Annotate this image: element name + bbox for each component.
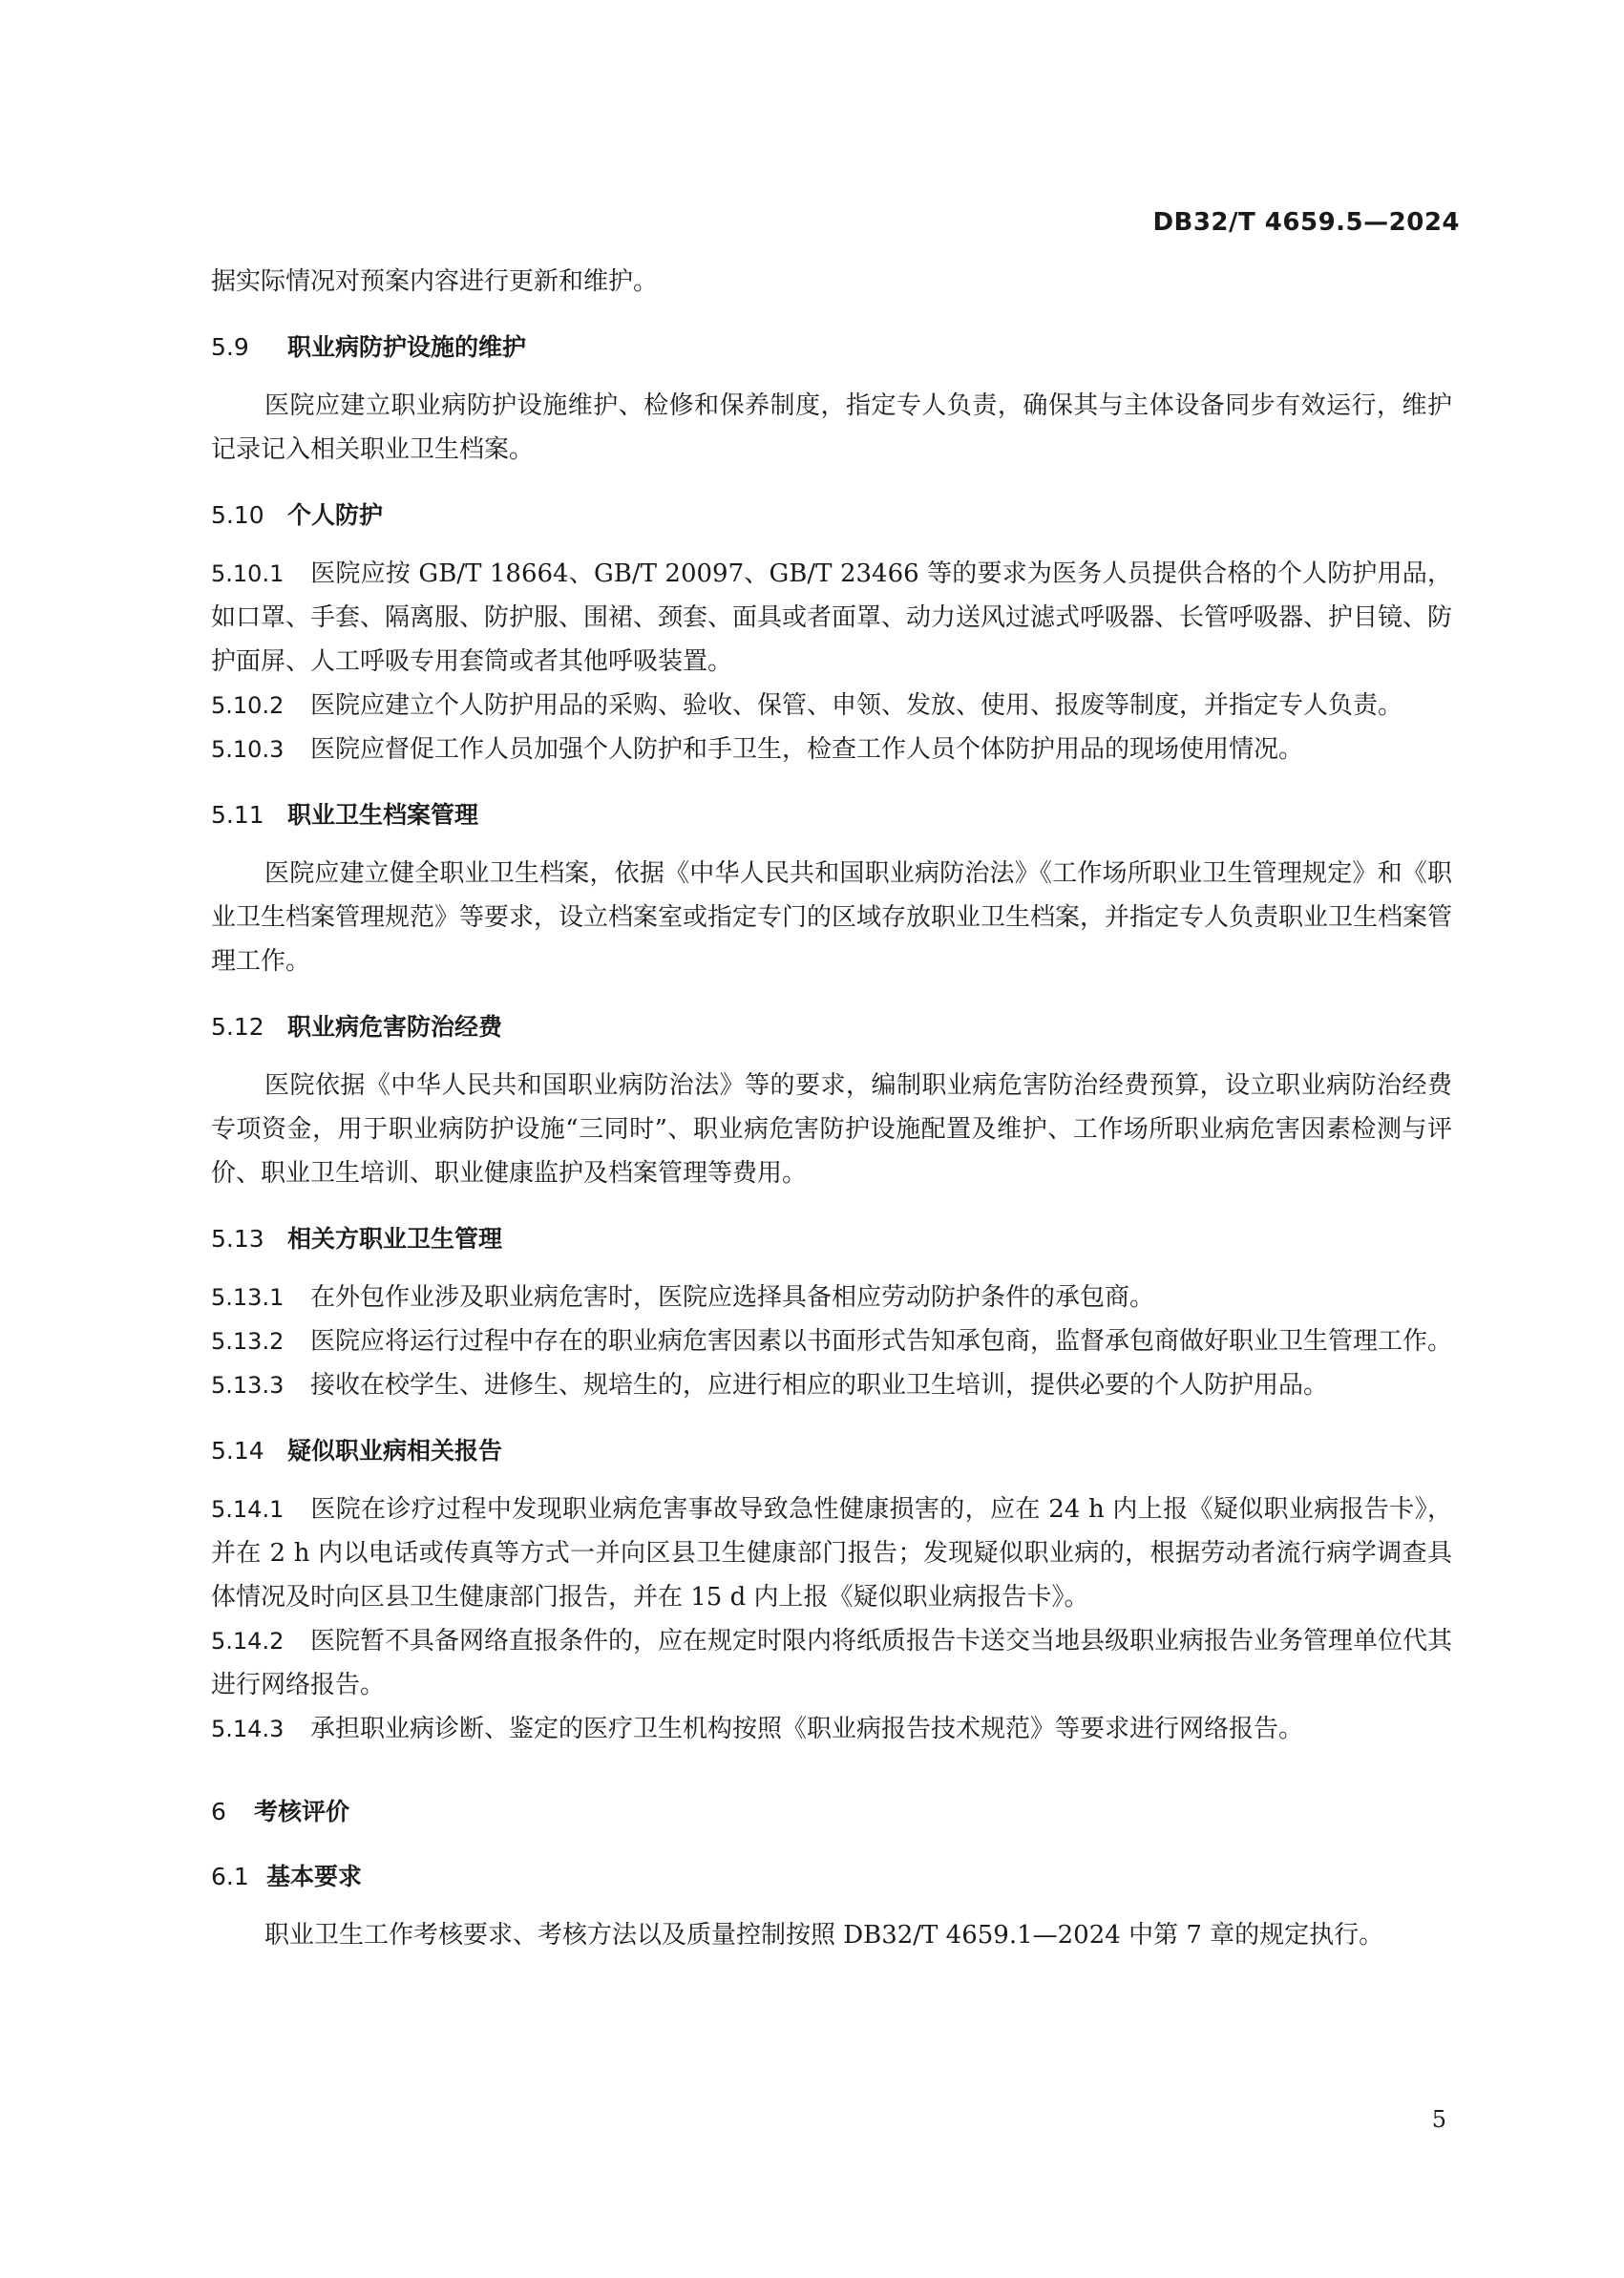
clause-text: 医院应将运行过程中存在的职业病危害因素以书面形式告知承包商，监督承包商做好职业卫生管理工作。 (310, 1327, 1453, 1356)
clause (211, 1487, 1452, 1619)
clause (211, 1319, 1452, 1363)
section-heading (211, 1006, 1452, 1048)
heading-title: 个人防护 (287, 501, 384, 529)
section-heading (211, 794, 1452, 836)
clause-text: 医院暂不具备网络直报条件的，应在规定时限内将纸质报告卡送交当地县级职业病报告业务管理单位代其进行网络报告。 (211, 1627, 1453, 1699)
clause-text: 承担职业病诊断、鉴定的医疗卫生机构按照《职业病报告技术规范》等要求进行网络报告。 (310, 1715, 1304, 1743)
heading-title: 疑似职业病相关报告 (287, 1437, 503, 1465)
clause-text: 在外包作业涉及职业病危害时，医院应选择具备相应劳动防护条件的承包商。 (310, 1283, 1155, 1312)
clause-number: 5.14.2 (211, 1628, 285, 1655)
heading-number: 6.1 (211, 1863, 249, 1890)
body-paragraph: 医院应建立职业病防护设施维护、检修和保养制度，指定专人负责，确保其与主体设备同步有效运行，维护记录记入相关职业卫生档案。 (211, 391, 1452, 464)
clause (211, 684, 1452, 728)
clause-number: 5.13.1 (211, 1284, 285, 1311)
section-heading (211, 327, 1452, 369)
body-paragraph: 医院依据《中华人民共和国职业病防治法》等的要求，编制职业病危害防治经费预算，设立职业病防治经费专项资金，用于职业病防护设施“三同时”、职业病危害防护设施配置及维护、工作场所职业病危害因素检测与评价、职业卫生培训、职业健康监护及档案管理等费用。 (211, 1071, 1452, 1188)
heading-title: 考核评价 (254, 1798, 350, 1825)
heading-title: 职业病防护设施的维护 (287, 333, 527, 361)
section-heading (211, 495, 1452, 537)
body-paragraph: 据实际情况对预案内容进行更新和维护。 (211, 267, 659, 296)
heading-number: 5.14 (211, 1437, 264, 1465)
clause-number: 5.10.3 (211, 736, 285, 763)
clause-text: 医院应按 GB/T 18664、GB/T 20097、GB/T 23466 等的要求为医务人员提供合格的个人防护用品，如口罩、手套、隔离服、防护服、围裙、颈套、面具或者面罩、动力送风过滤式呼吸器、长管呼吸器、护目镜、防护面屏、人工呼吸专用套筒或者其他呼吸装置。 (211, 559, 1453, 676)
heading-number: 5.11 (211, 801, 264, 829)
clause-number: 5.10.2 (211, 692, 285, 719)
chapter-heading (211, 1791, 1452, 1833)
page-number: 5 (1431, 2106, 1446, 2133)
clause-text: 接收在校学生、进修生、规培生的，应进行相应的职业卫生培训，提供必要的个人防护用品。 (310, 1371, 1329, 1400)
clause-number: 5.14.3 (211, 1716, 285, 1742)
standard-code: DB32/T 4659.5—2024 (1152, 208, 1460, 237)
heading-title: 职业病危害防治经费 (287, 1013, 503, 1041)
clause-number: 5.13.3 (211, 1372, 285, 1399)
heading-number: 5.10 (211, 501, 264, 529)
heading-number: 5.13 (211, 1225, 264, 1253)
clause-text: 医院应建立个人防护用品的采购、验收、保管、申领、发放、使用、报废等制度，并指定专人负责。 (310, 691, 1403, 720)
heading-number: 5.12 (211, 1013, 264, 1041)
heading-title: 职业卫生档案管理 (287, 801, 479, 829)
clause-number: 5.13.2 (211, 1328, 285, 1355)
section-heading (211, 1856, 1452, 1898)
heading-title: 基本要求 (266, 1863, 363, 1890)
heading-number: 5.9 (211, 333, 249, 361)
clause (211, 1363, 1452, 1407)
section-heading (211, 1430, 1452, 1472)
clause (211, 1707, 1452, 1751)
clause-text: 医院在诊疗过程中发现职业病危害事故导致急性健康损害的，应在 24 h 内上报《疑似职业病报告卡》，并在 2 h 内以电话或传真等方式一并向区县卫生健康部门报告；发现疑似职业病的，根据劳动者流行病学调查具体情况及时向区县卫生健康部门报告，并在 15 d 内上报《疑似职业病报告卡》。 (211, 1495, 1452, 1612)
section-heading (211, 1218, 1452, 1260)
document-body (211, 260, 1452, 1967)
clause (211, 552, 1452, 684)
body-paragraph: 医院应建立健全职业卫生档案，依据《中华人民共和国职业病防治法》《工作场所职业卫生管理规定》和《职业卫生档案管理规范》等要求，设立档案室或指定专门的区域存放职业卫生档案，并指定专人负责职业卫生档案管理工作。 (211, 859, 1453, 976)
clause-text: 医院应督促工作人员加强个人防护和手卫生，检查工作人员个体防护用品的现场使用情况。 (310, 735, 1304, 764)
clause-number: 5.10.1 (211, 560, 285, 587)
clause-number: 5.14.1 (211, 1496, 285, 1523)
heading-number: 6 (211, 1798, 226, 1825)
body-paragraph: 职业卫生工作考核要求、考核方法以及质量控制按照 DB32/T 4659.1—2024 中第 7 章的规定执行。 (264, 1921, 1384, 1950)
clause (211, 1619, 1452, 1707)
clause (211, 728, 1452, 771)
heading-title: 相关方职业卫生管理 (287, 1225, 503, 1253)
clause (211, 1276, 1452, 1319)
